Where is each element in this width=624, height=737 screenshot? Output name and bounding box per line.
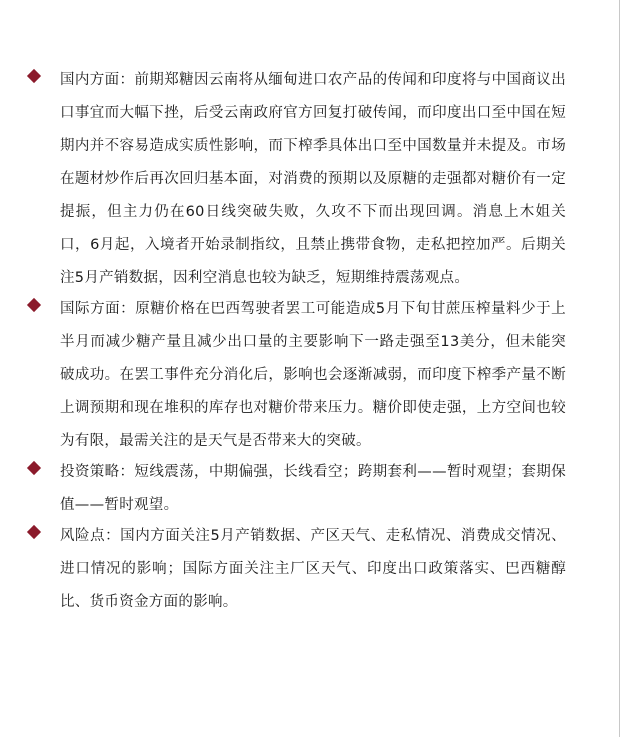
bullet-text-international: 国际方面：原糖价格在巴西驾驶者罢工可能造成5月下旬甘蔗压榨量料少于上半月而减少糖产量且减少出口量的主要影响下一路走强至13美分，但未能突破成功。在罢工事件充分消化后，影响也会逐渐减弱，而印度下榨季产量不断上调预期和现在堆积的库存也对糖价带来压力。糖价即使走强，上方空间也较为有限，最需关注的是天气是否带来大的突破。 (60, 301, 566, 449)
diamond-bullet-icon (27, 461, 41, 475)
bullet-international (26, 293, 566, 458)
bullet-domestic (26, 64, 566, 295)
bullet-text-risk: 风险点：国内方面关注5月产销数据、产区天气、走私情况、消费成交情况、进口情况的影响；国际方面关注主厂区天气、印度出口政策落实、巴西糖醇比、货币资金方面的影响。 (60, 528, 566, 610)
bullet-text-strategy: 投资策略：短线震荡，中期偏强，长线看空；跨期套利——暂时观望；套期保值——暂时观望。 (60, 464, 566, 513)
diamond-bullet-icon (27, 298, 41, 312)
diamond-bullet-icon (27, 525, 41, 539)
diamond-bullet-icon (27, 69, 41, 83)
bullet-risk (26, 520, 566, 619)
bullet-text-domestic: 国内方面：前期郑糖因云南将从缅甸进口农产品的传闻和印度将与中国商议出口事宜而大幅下挫，后受云南政府官方回复打破传闻，而印度出口至中国在短期内并不容易造成实质性影响，而下榨季具体出口至中国数量并未提及。市场在题材炒作后再次回归基本面，对消费的预期以及原糖的走强都对糖价有一定提振，但主力仍在60日线突破失败，久攻不下而出现回调。消息上木姐关口，6月起，入境者开始录制指纹，且禁止携带食物，走私把控加严。后期关注5月产销数据，因利空消息也较为缺乏，短期维持震荡观点。 (60, 72, 566, 286)
bullet-strategy (26, 456, 566, 522)
bullet-list (26, 72, 566, 625)
page-edge-divider (619, 0, 620, 737)
